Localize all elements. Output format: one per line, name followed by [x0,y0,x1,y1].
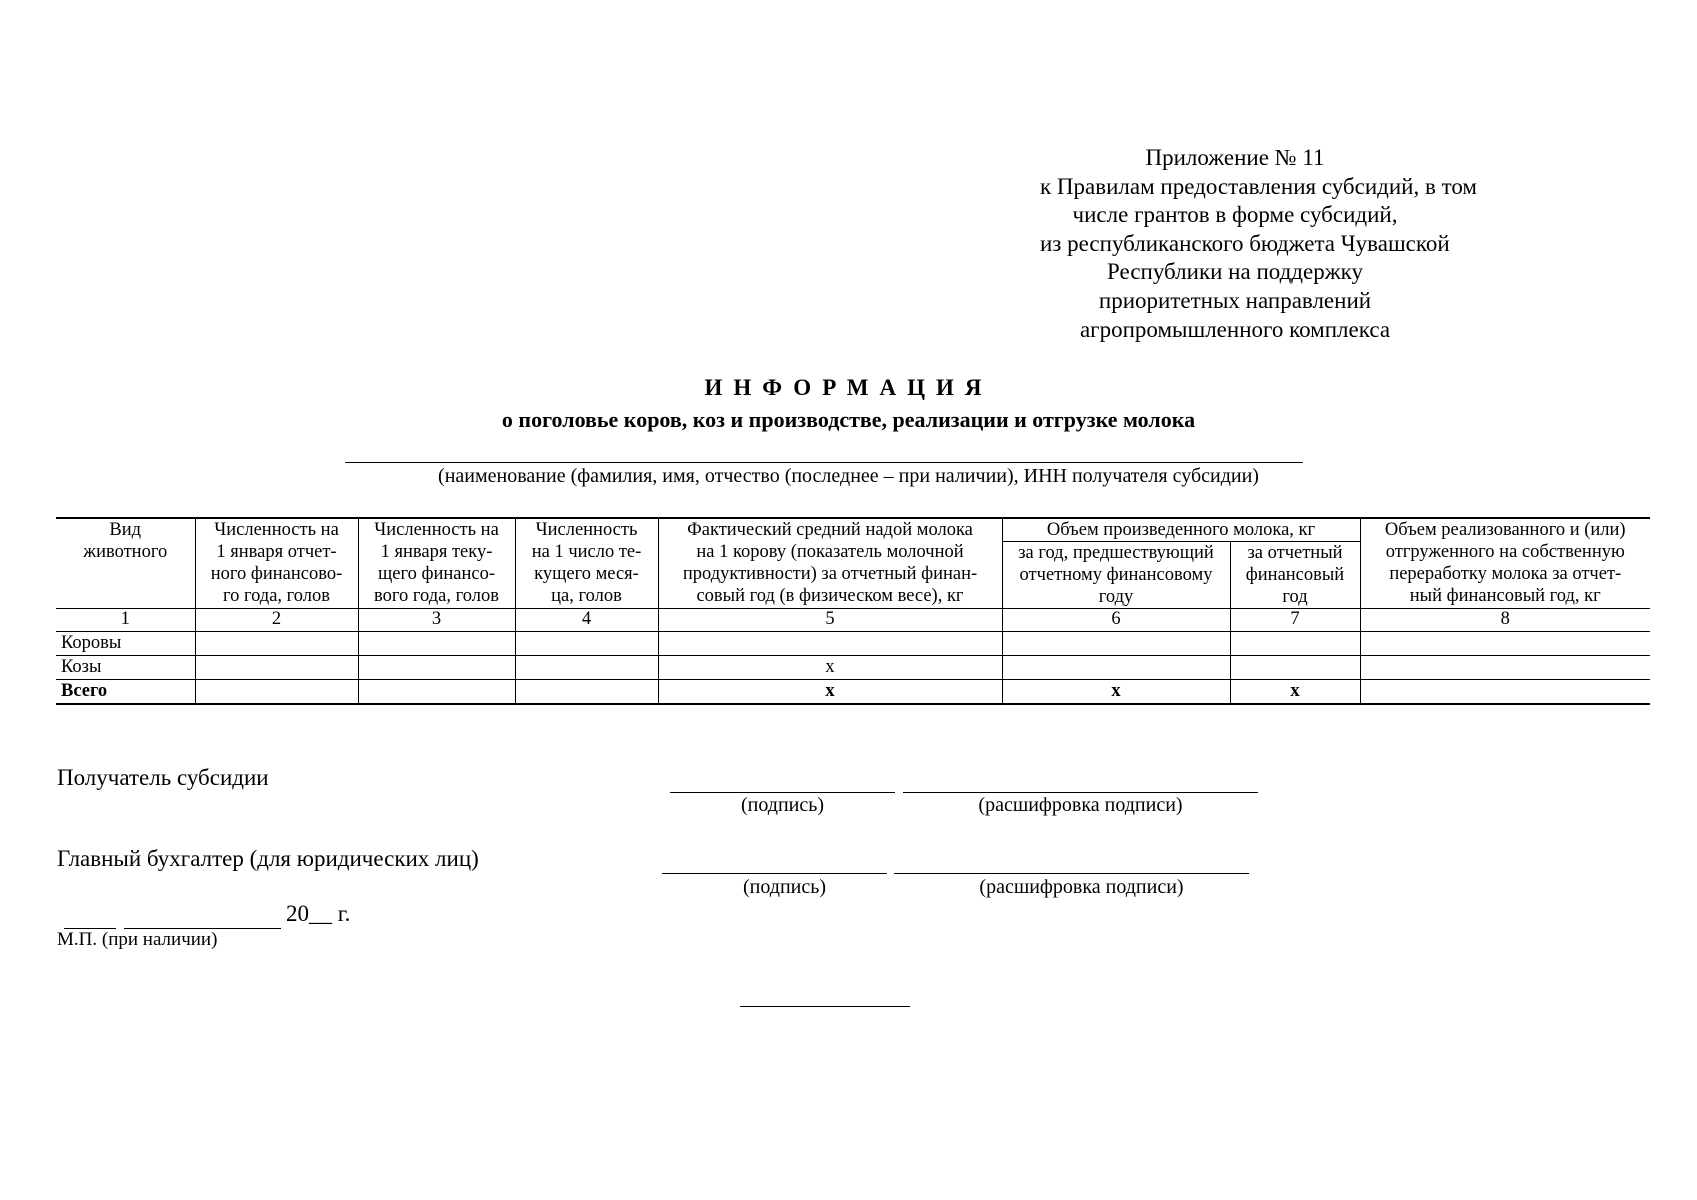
document-subtitle: о поголовье коров, коз и производстве, реализации и отгрузке молока [501,407,1196,432]
signature-caption: (подпись) [742,876,827,898]
appendix-line: числе грантов в форме субсидий, [1072,202,1398,228]
header-produced-reporting-year: за отчетный финансовый год [1230,542,1360,609]
header-produced-previous-year: за год, предшествующий отчетному финансовому году [1002,542,1230,609]
table-cell[interactable] [358,680,515,705]
table-cell[interactable] [515,656,658,680]
recipient-name-line[interactable] [345,462,1303,463]
table-cell[interactable] [1002,656,1230,680]
table-cell[interactable] [195,632,358,656]
table-cell[interactable] [195,656,358,680]
column-number: 5 [658,609,1002,632]
footer-line [740,1006,910,1007]
table-cell[interactable] [358,656,515,680]
column-number: 1 [56,609,195,632]
column-number: 3 [358,609,515,632]
column-number: 6 [1002,609,1230,632]
table-cell[interactable] [358,632,515,656]
table-cell[interactable] [1002,632,1230,656]
header-milk-sold: Объем реализованного и (или) отгруженного на собственную переработку молока за отчет- ный финансовый год, кг [1360,518,1650,609]
header-count-jan1-reporting-year: Численность на 1 января отчет- ного финансово- го года, голов [195,518,358,609]
header-row [56,518,1650,542]
appendix-header [1040,144,1477,344]
header-count-month-start: Численность на 1 число те- кущего меся- ца, голов [515,518,658,609]
appendix-line: агропромышленного комплекса [1079,316,1391,342]
column-number: 2 [195,609,358,632]
header-count-jan1-current-year: Численность на 1 января теку- щего финансо- вого года, голов [358,518,515,609]
document-title: ИНФОРМАЦИЯ [704,375,993,400]
row-label: Коровы [56,632,195,656]
table-cell[interactable] [1360,632,1650,656]
row-label: Всего [56,680,195,705]
livestock-milk-table [56,517,1650,705]
table-cell[interactable] [1230,656,1360,680]
table-cell[interactable] [1360,656,1650,680]
table-cell[interactable] [195,680,358,705]
recipient-signature-line[interactable] [670,792,895,793]
accountant-decoding-line[interactable] [894,873,1249,874]
appendix-line: приоритетных направлений [1098,287,1372,313]
signature-caption: (подпись) [740,794,825,816]
table-cell[interactable] [1360,680,1650,705]
accountant-signature-line[interactable] [662,873,887,874]
appendix-line: Республики на поддержку [1107,259,1363,285]
decoding-caption: (расшифровка подписи) [979,876,1184,898]
column-number-row [56,609,1650,632]
row-label: Козы [56,656,195,680]
recipient-name-caption: (наименование (фамилия, имя, отчество (последнее – при наличии), ИНН получателя субсидии) [438,465,1259,487]
table-cell[interactable] [515,680,658,705]
recipient-label: Получатель субсидии [57,765,269,790]
decoding-caption: (расшифровка подписи) [978,794,1183,816]
table-cell[interactable] [658,632,1002,656]
appendix-line: из республиканского бюджета Чувашской [1040,230,1450,256]
table-cell[interactable] [1230,632,1360,656]
table-row-total [56,680,1650,705]
table-cell[interactable] [515,632,658,656]
table-row-cows [56,632,1650,656]
appendix-line: Приложение № 11 [1145,145,1325,170]
column-number: 8 [1360,609,1650,632]
accountant-label: Главный бухгалтер (для юридических лиц) [57,846,479,871]
column-number: 7 [1230,609,1360,632]
header-animal-type: Вид животного [56,518,195,609]
appendix-line: к Правилам предоставления субсидий, в том [1040,173,1477,199]
table-cell: x [658,680,1002,705]
stamp-label: М.П. (при наличии) [57,929,218,950]
column-number: 4 [515,609,658,632]
header-milk-produced: Объем произведенного молока, кг [1002,518,1360,542]
table-cell: x [1002,680,1230,705]
table-cell: x [658,656,1002,680]
table-row-goats [56,656,1650,680]
header-milk-yield: Фактический средний надой молока на 1 корову (показатель молочной продуктивности) за отчетный финан- совый год (в физическом весе), кг [658,518,1002,609]
date-year[interactable]: 20__ г. [286,901,351,926]
table-cell: x [1230,680,1360,705]
recipient-decoding-line[interactable] [903,792,1258,793]
